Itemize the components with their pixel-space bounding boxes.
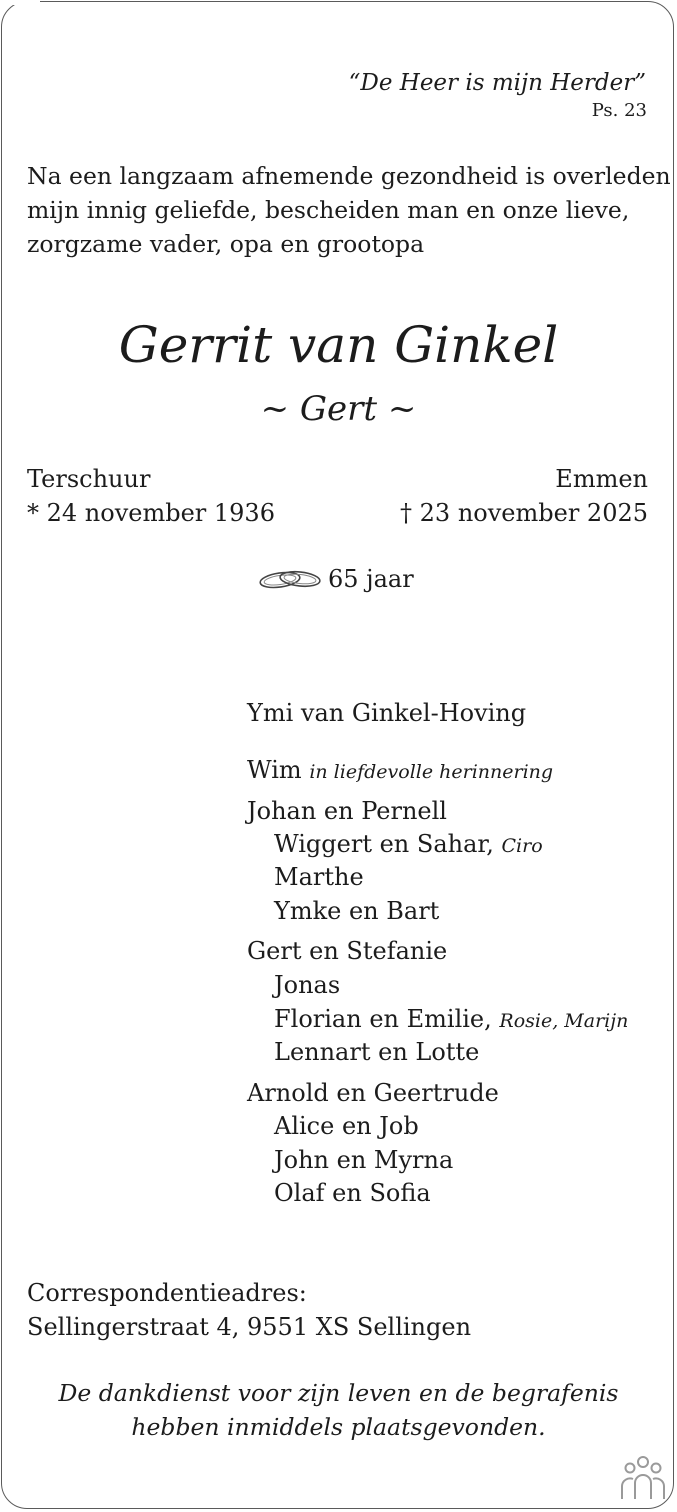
grandchild-name: Marthe (274, 863, 364, 891)
great-grandchild-names: Ciro (501, 835, 543, 857)
grandchild-name: Jonas (274, 971, 341, 999)
deceased-nickname: ~ Gert ~ (260, 389, 417, 429)
grandchild-name: Wiggert en Sahar, (274, 830, 494, 858)
correspondence-address: Sellingerstraat 4, 9551 XS Sellingen (27, 1313, 472, 1341)
grandchild-line (274, 827, 543, 863)
correspondence-label: Correspondentieadres: (27, 1279, 307, 1307)
spouse-name: Ymi van Ginkel-Hoving (247, 699, 527, 727)
death-date: † 23 november 2025 (400, 499, 648, 527)
family-wim (247, 753, 553, 789)
great-grandchild-names: Rosie, Marijn (499, 1010, 629, 1032)
grandchild-name: Florian en Emilie, (274, 1005, 492, 1033)
closing-line-1: De dankdienst voor zijn leven en de begrafenis (58, 1379, 619, 1407)
birth-date: * 24 november 1936 (27, 499, 275, 527)
intro-line-3: zorgzame vader, opa en grootopa (27, 230, 425, 258)
deceased-name: Gerrit van Ginkel (118, 316, 559, 374)
marriage-years: 65 jaar (328, 565, 414, 593)
family-parents-2: Gert en Stefanie (247, 937, 448, 965)
death-place: Emmen (555, 465, 648, 493)
motto-quote: “De Heer is mijn Herder” (348, 70, 646, 96)
grandchild-line (274, 1002, 628, 1038)
wim-note: in liefdevolle herinnering (309, 761, 554, 783)
people-group-icon (618, 1455, 668, 1505)
wedding-rings-icon (258, 568, 324, 594)
grandchild-name: John en Myrna (274, 1146, 454, 1174)
family-parents-3: Arnold en Geertrude (247, 1079, 499, 1107)
family-parents-1: Johan en Pernell (247, 797, 447, 825)
closing-line-2: hebben inmiddels plaatsgevonden. (131, 1413, 546, 1441)
motto-reference: Ps. 23 (591, 100, 647, 121)
grandchild-name: Lennart en Lotte (274, 1038, 480, 1066)
grandchild-name: Alice en Job (274, 1112, 419, 1140)
birth-place: Terschuur (27, 465, 151, 493)
wim-name: Wim (247, 756, 302, 784)
grandchild-name: Ymke en Bart (274, 897, 440, 925)
grandchild-name: Olaf en Sofia (274, 1179, 431, 1207)
intro-line-2: mijn innig geliefde, bescheiden man en onze lieve, (27, 196, 630, 224)
intro-line-1: Na een langzaam afnemende gezondheid is overleden (27, 162, 671, 190)
